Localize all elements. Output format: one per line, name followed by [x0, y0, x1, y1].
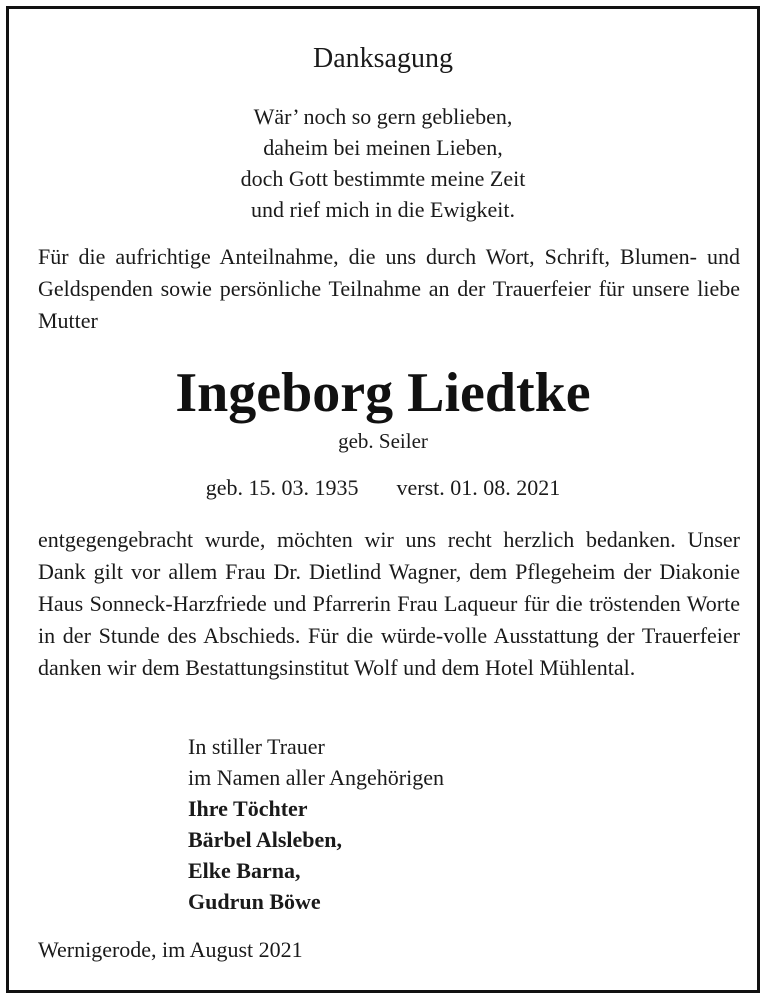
signoff-relation: Ihre Töchter: [188, 796, 308, 821]
birth-date: geb. 15. 03. 1935: [205, 475, 359, 500]
poem-line: daheim bei meinen Lieben,: [263, 135, 503, 160]
poem: [9, 101, 757, 225]
place-date: Wernigerode, im August 2021: [38, 937, 303, 962]
signoff-line: In stiller Trauer: [188, 734, 325, 759]
life-dates: [9, 473, 757, 503]
signoff: [188, 731, 444, 917]
intro-paragraph: Für die aufrichtige Anteilnahme, die uns durch Wort, Schrift, Blumen- und Geldspenden sowie persönliche Teilnahme an der Trauerfeier für unsere liebe Mutter: [38, 244, 740, 333]
poem-line: doch Gott bestimmte meine Zeit: [240, 166, 526, 191]
notice-heading: Danksagung: [313, 43, 453, 74]
signoff-name: Bärbel Alsleben,: [188, 827, 343, 852]
death-date: verst. 01. 08. 2021: [396, 475, 561, 500]
poem-line: und rief mich in die Ewigkeit.: [251, 197, 515, 222]
signoff-name: Gudrun Böwe: [188, 889, 321, 914]
deceased-name: Ingeborg Liedtke: [175, 362, 591, 424]
thanks-paragraph: entgegengebracht wurde, möchten wir uns recht herzlich bedanken. Unser Dank gilt vor allem Frau Dr. Dietlind Wagner, dem Pflegeheim der Diakonie Haus Sonneck-Harzfriede und Pfarrerin Frau Laqueur für die tröstenden Worte in der Stunde des Abschieds. Für die würde-volle Ausstattung der Trauerfeier danken wir dem Bestattungsinstitut Wolf und dem Hotel Mühlental.: [38, 527, 740, 680]
poem-line: Wär’ noch so gern geblieben,: [253, 104, 513, 129]
signoff-name: Elke Barna,: [188, 858, 301, 883]
signoff-line: im Namen aller Angehörigen: [188, 765, 444, 790]
obituary-notice: [6, 6, 760, 993]
maiden-name: geb. Seiler: [338, 429, 428, 453]
